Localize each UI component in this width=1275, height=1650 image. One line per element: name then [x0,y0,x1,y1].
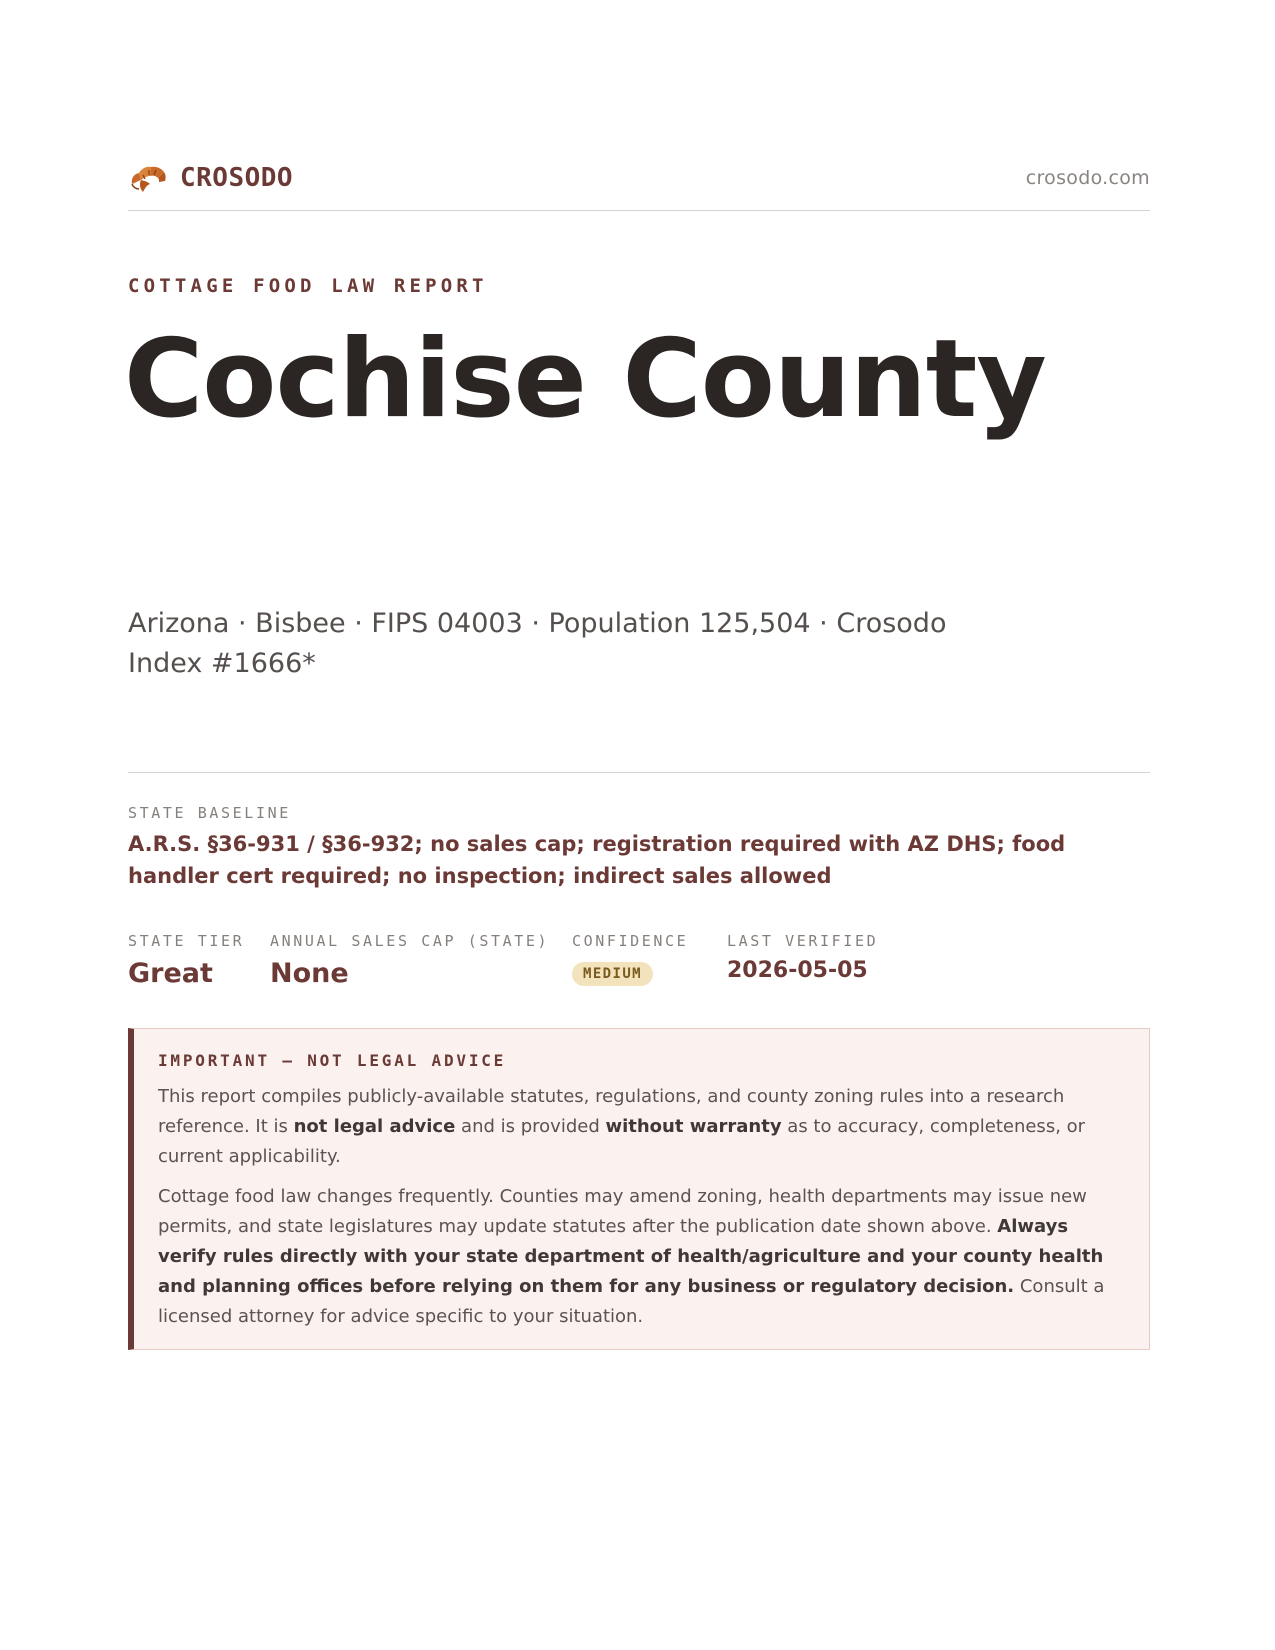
state-baseline-text: A.R.S. §36-931 / §36-932; no sales cap; registration required with AZ DHS; food handler cert required; no inspection; indirect sales allowed [128,832,1066,888]
page-header [128,158,1150,211]
stat-label: LAST VERIFIED [727,932,879,950]
stat-value: 2026-05-05 [727,958,868,983]
stat-state-tier [128,932,244,989]
stat-confidence [572,932,688,986]
legal-disclaimer [128,1028,1150,1350]
stat-label: ANNUAL SALES CAP (STATE) [270,932,550,950]
brand [128,158,293,198]
disclaimer-paragraph: This report compiles publicly-available statutes, regulations, and county zoning rules into a research reference. It is not legal advice and is provided without warranty as to accuracy, completeness, or current applicability. [158,1086,1086,1167]
stat-value: None [270,958,349,989]
stat-label: CONFIDENCE [572,932,689,950]
site-url[interactable]: crosodo.com [1025,167,1150,189]
stats-row [128,932,1150,1002]
stat-value: Great [128,958,213,989]
brand-name: CROSODO [180,163,294,193]
stat-sales-cap [270,932,549,989]
disclaimer-paragraph: Cottage food law changes frequently. Counties may amend zoning, health departments may issue new permits, and state legislatures may update statutes after the publication date shown above. Always verify rules directly with your state department of health/agriculture and your county health and planning offices before relying on them for any business or regulatory decision. Consult a licensed attorney for advice specific to your situation. [158,1186,1105,1327]
disclaimer-heading: IMPORTANT — NOT LEGAL ADVICE [158,1051,507,1070]
county-summary: Arizona · Bisbee · FIPS 04003 · Population 125,504 · Crosodo Index #1666* [128,608,947,679]
croissant-icon [128,158,168,198]
state-baseline-label: STATE BASELINE [128,804,291,822]
page-title: Cochise County [124,317,1046,442]
stat-last-verified [727,932,878,983]
report-type-label: COTTAGE FOOD LAW REPORT [128,275,488,297]
confidence-badge: MEDIUM [572,962,653,986]
section-divider [128,772,1150,773]
stat-label: STATE TIER [128,932,245,950]
